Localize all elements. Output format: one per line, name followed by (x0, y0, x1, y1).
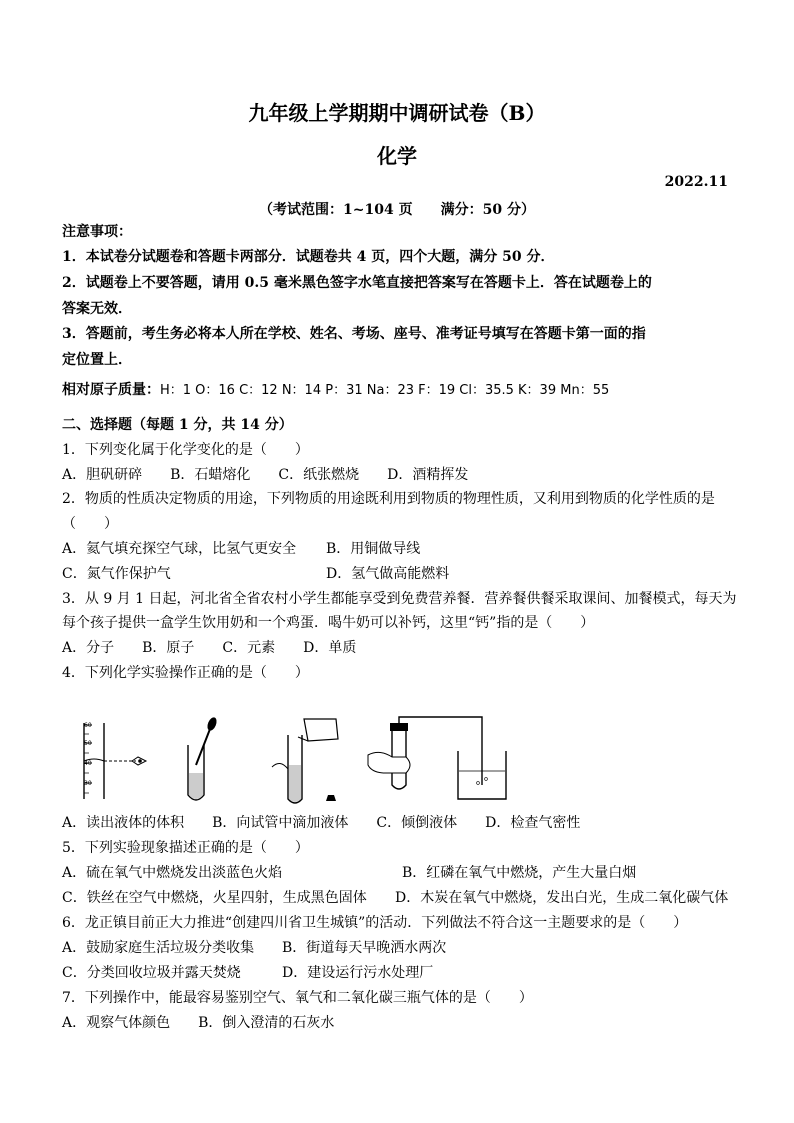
airtightness-check-figure (362, 715, 512, 807)
q2-option-c: C．氮气作保护气 (62, 566, 171, 582)
q4-options: A．读出液体的体积 B．向试管中滴加液体 C．倾倒液体 D．检查气密性 (62, 815, 581, 831)
q6-option-a: A．鼓励家庭生活垃圾分类收集 (62, 940, 255, 956)
pouring-liquid-figure (258, 715, 348, 807)
note-item-3-cont: 定位置上． (62, 352, 132, 368)
q1-stem: 1．下列变化属于化学变化的是（ ） (62, 442, 309, 458)
q5-option-d: D．木炭在氧气中燃烧，发出白光，生成二氧化碳气体 (395, 890, 729, 906)
cylinder-label-40: 40 (84, 760, 92, 767)
exam-date: 2022.11 (664, 174, 728, 190)
q5-stem: 5．下列实验现象描述正确的是（ ） (62, 840, 309, 856)
q6-option-d: D．建设运行污水处理厂 (282, 965, 434, 981)
q7-options: A．观察气体颜色 B．倒入澄清的石灰水 (62, 1015, 335, 1031)
q5-option-b: B．红磷在氧气中燃烧，产生大量白烟 (402, 865, 637, 881)
q2-stem-cont: （ ） (62, 516, 118, 532)
cylinder-label-30: 30 (84, 780, 92, 787)
q6-option-b: B．街道每天早晚洒水两次 (282, 940, 447, 956)
note-item-3: 3．答题前，考生务必将本人所在学校、姓名、考场、座号、准考证号填写在答题卡第一面的指 (62, 326, 646, 342)
q1-options: A．胆矾研碎 B．石蜡熔化 C．纸张燃烧 D．酒精挥发 (62, 467, 469, 483)
q4-stem: 4．下列化学实验操作正确的是（ ） (62, 665, 309, 681)
q5-option-c: C．铁丝在空气中燃烧，火星四射，生成黑色固体 (62, 890, 367, 906)
cylinder-label-50: 50 (84, 740, 92, 747)
q2-option-d: D．氢气做高能燃料 (326, 566, 450, 582)
exam-title: 九年级上学期期中调研试卷（B） (248, 101, 546, 125)
q6-option-c: C．分类回收垃圾并露天焚烧 (62, 965, 241, 981)
subject-title: 化学 (377, 144, 417, 168)
section-heading: 二、选择题（每题 1 分，共 14 分） (62, 417, 293, 433)
note-item-1: 1．本试卷分试题卷和答题卡两部分．试题卷共 4 页，四个大题，满分 50 分． (62, 249, 555, 265)
atomic-mass-line (62, 381, 609, 400)
q6-stem: 6．龙正镇目前正大力推进“创建四川省卫生城镇”的活动．下列做法不符合这一主题要求的是（ ） (62, 915, 688, 931)
atomic-mass-values: H：1 O：16 C：12 N：14 P：31 Na：23 F：19 Cl：35.5 K：39 Mn：55 (160, 383, 610, 398)
q2-option-a: A．氦气填充探空气球，比氢气更安全 (62, 541, 297, 557)
q3-stem-cont: 每个孩子提供一盒学生饮用奶和一个鸡蛋．喝牛奶可以补钙，这里“钙”指的是（ ） (62, 615, 595, 631)
q7-stem: 7．下列操作中，能最容易鉴别空气、氧气和二氧化碳三瓶气体的是（ ） (62, 990, 533, 1006)
dropper-test-tube-figure (174, 715, 224, 805)
q5-option-a: A．硫在氧气中燃烧发出淡蓝色火焰 (62, 865, 283, 881)
exam-scope: （考试范围：1~104 页 满分：50 分） (259, 202, 535, 218)
note-item-2: 2．试题卷上不要答题，请用 0.5 毫米黑色签字水笔直接把答案写在答题卡上．答在试题卷上的 (62, 275, 652, 291)
q2-stem: 2．物质的性质决定物质的用途，下列物质的用途既利用到物质的物理性质，又利用到物质的化学性质的是 (62, 491, 715, 507)
q2-option-b: B．用铜做导线 (326, 541, 421, 557)
q3-stem: 3．从 9 月 1 日起，河北省全省农村小学生都能享受到免费营养餐．营养餐供餐采取课间、加餐模式，每天为 (62, 591, 737, 607)
atomic-mass-label: 相对原子质量： (62, 382, 160, 398)
notes-heading: 注意事项： (62, 224, 132, 240)
q4-figures (62, 715, 522, 807)
q3-options: A．分子 B．原子 C．元素 D．单质 (62, 640, 357, 656)
cylinder-label-60: 60 (84, 722, 92, 729)
note-item-2-cont: 答案无效． (62, 301, 132, 317)
